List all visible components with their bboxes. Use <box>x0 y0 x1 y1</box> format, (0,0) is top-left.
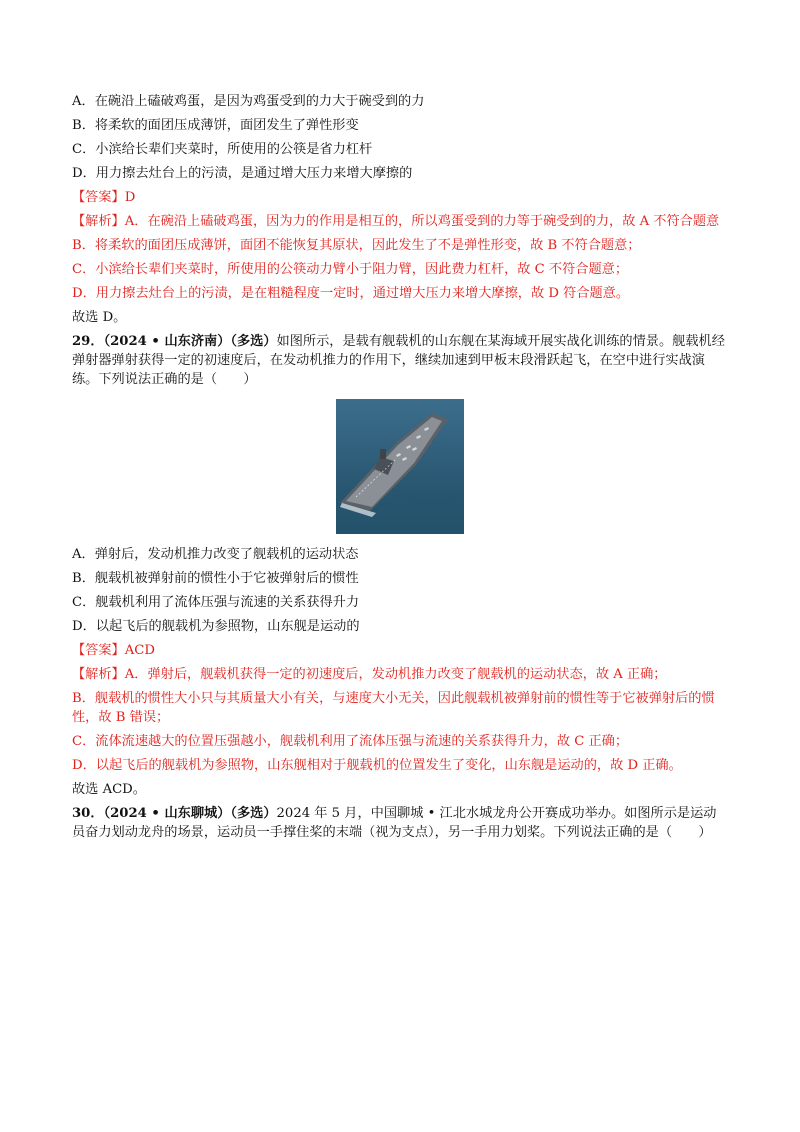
analysis-a: 【解析】A．在碗沿上磕破鸡蛋，因为力的作用是相互的，所以鸡蛋受到的力等于碗受到的力，故 A 不符合题意 <box>72 214 720 229</box>
option-a: A．在碗沿上磕破鸡蛋，是因为鸡蛋受到的力大于碗受到的力 <box>72 94 425 109</box>
question-number: 30． <box>72 806 104 821</box>
figure-container <box>72 399 728 534</box>
q29-option-a: A．弹射后，发动机推力改变了舰载机的运动状态 <box>72 547 359 562</box>
question-source: （2024 • 山东济南） <box>103 334 231 349</box>
option-b: B．将柔软的面团压成薄饼，面团发生了弹性形变 <box>72 118 359 133</box>
q29-analysis-b: B．舰载机的惯性大小只与其质量大小有关，与速度大小无关，因此舰载机被弹射前的惯性等于它被弹射后的惯性，故 B 错误； <box>72 691 715 725</box>
q29-option-b: B．舰载机被弹射前的惯性小于它被弹射后的惯性 <box>72 571 359 586</box>
q29-answer-label: 【答案】ACD <box>72 643 155 658</box>
document-page <box>72 92 728 847</box>
question-stem: 2024 年 5 月，中国聊城 • 江北水城龙舟公开赛成功举办。如图所示是运动员奋力划动龙舟的场景，运动员一手撑住桨的末端（视为支点），另一手用力划桨。下列说法正确的是（ ） <box>72 806 717 840</box>
q29-option-c: C．舰载机利用了流体压强与流速的关系获得升力 <box>72 595 360 610</box>
question-type: （多选） <box>230 334 277 349</box>
option-c: C．小滨给长辈们夹菜时，所使用的公筷是省力杠杆 <box>72 142 373 157</box>
conclusion: 故选 D。 <box>72 310 127 325</box>
analysis-b: B．将柔软的面团压成薄饼，面团不能恢复其原状，因此发生了不是弹性形变，故 B 不符合题意； <box>72 238 641 253</box>
q29-conclusion: 故选 ACD。 <box>72 782 146 797</box>
q29-analysis-a: 【解析】A．弹射后，舰载机获得一定的初速度后，发动机推力改变了舰载机的运动状态，故 A 正确； <box>72 667 667 682</box>
question-30 <box>72 804 728 842</box>
q29-analysis-d: D．以起飞后的舰载机为参照物，山东舰相对于舰载机的位置发生了变化，山东舰是运动的，故 D 正确。 <box>72 758 682 773</box>
question-type: （多选） <box>230 806 277 821</box>
question-number: 29． <box>72 334 104 349</box>
option-d: D．用力擦去灶台上的污渍，是通过增大压力来增大摩擦的 <box>72 166 413 181</box>
question-29 <box>72 332 728 389</box>
answer-label: 【答案】D <box>72 190 136 205</box>
q29-analysis-c: C．流体流速越大的位置压强越小，舰载机利用了流体压强与流速的关系获得升力，故 C 正确； <box>72 734 629 749</box>
analysis-d: D．用力擦去灶台上的污渍，是在粗糙程度一定时，通过增大压力来增大摩擦，故 D 符合题意。 <box>72 286 630 301</box>
question-stem: 如图所示，是载有舰载机的山东舰在某海域开展实战化训练的情景。舰载机经弹射器弹射获得一定的初速度后，在发动机推力的作用下，继续加速到甲板末段滑跃起飞，在空中进行实战演练。下列说法正确的是（ ） <box>72 334 725 387</box>
analysis-c: C．小滨给长辈们夹菜时，所使用的公筷动力臂小于阻力臂，因此费力杠杆，故 C 不符合题意； <box>72 262 629 277</box>
aircraft-carrier-image <box>336 399 464 534</box>
question-source: （2024 • 山东聊城） <box>103 806 231 821</box>
q29-option-d: D．以起飞后的舰载机为参照物，山东舰是运动的 <box>72 619 360 634</box>
